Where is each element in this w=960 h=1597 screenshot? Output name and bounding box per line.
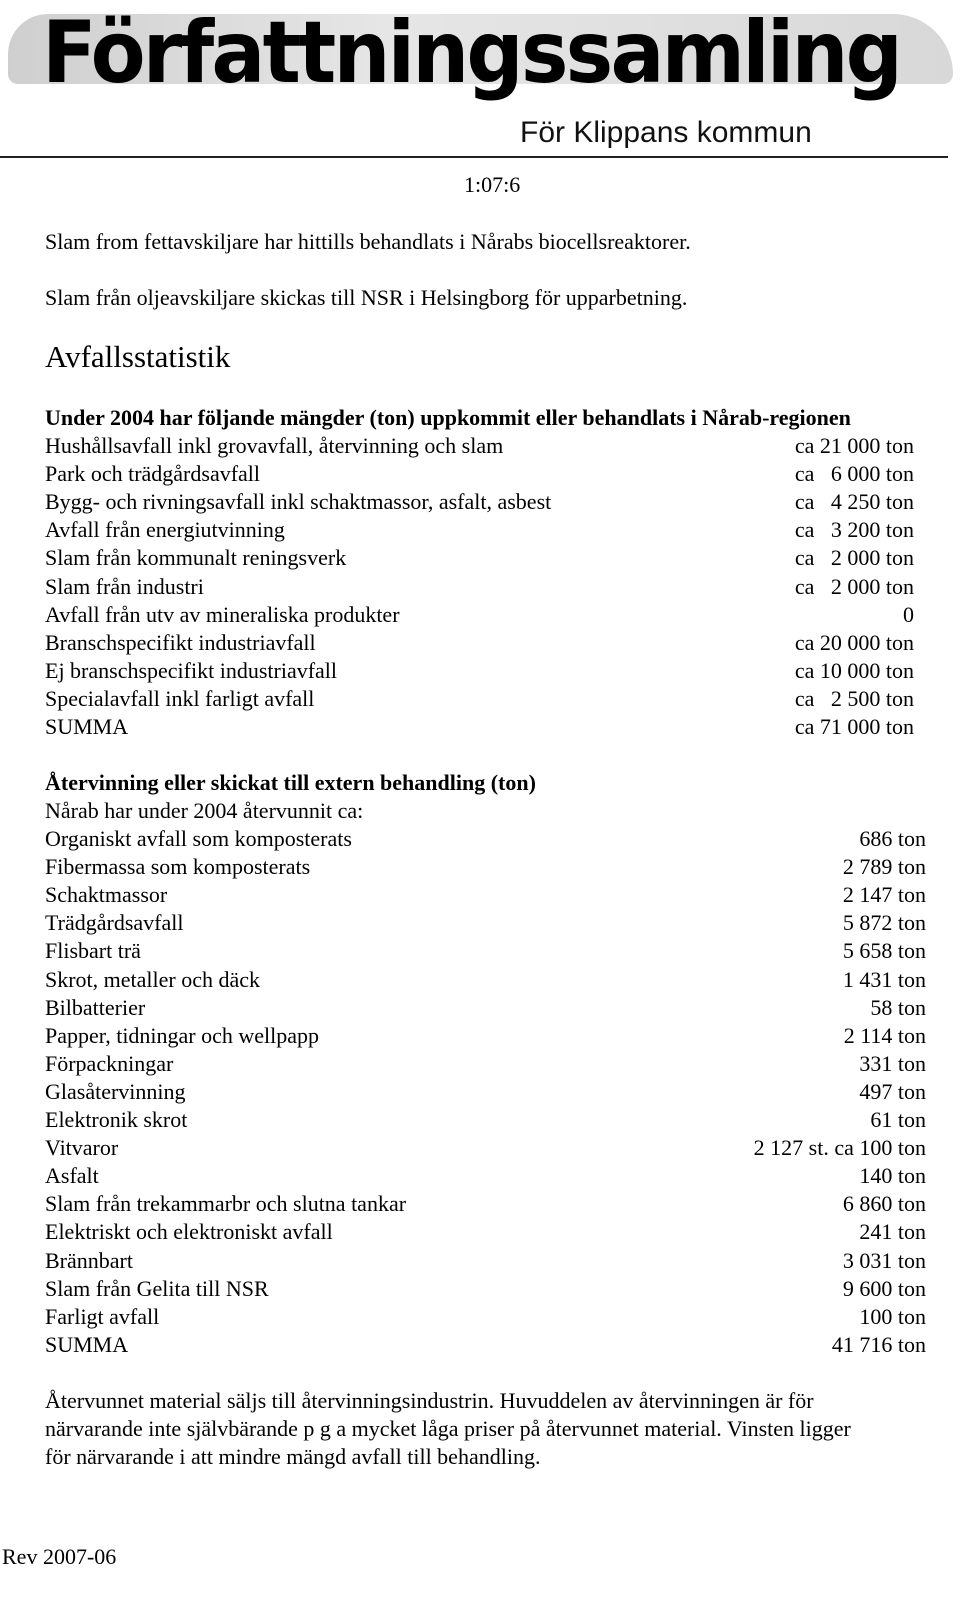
table-row-label: Slam från trekammarbr och slutna tankar xyxy=(45,1191,407,1217)
table-row-value: 9 600 ton xyxy=(842,1275,926,1301)
table-row-value: 61 ton xyxy=(870,1107,926,1132)
section2-title: Återvinning eller skickat till extern behandling (ton) xyxy=(45,770,536,795)
table-row-label: Slam från kommunalt reningsverk xyxy=(45,545,347,571)
closing-line-1: Återvunnet material säljs till återvinningsindustrin. Huvuddelen av återvinningen är för xyxy=(45,1388,814,1413)
table-row-label: Avfall från energiutvinning xyxy=(45,517,285,543)
table-row-value: ca 2 000 ton xyxy=(794,573,914,599)
closing-line-2: närvarande inte självbärande p g a mycket låga priser på återvunnet material. Vinsten ligger xyxy=(45,1416,851,1441)
table-row-value: 6 860 ton xyxy=(842,1191,926,1217)
header-rule xyxy=(0,156,948,158)
table-row-label: Schaktmassor xyxy=(45,882,168,908)
table-row-label: SUMMA xyxy=(45,714,129,739)
table-row-label: Branschspecifikt industriavfall xyxy=(45,629,316,655)
table-row-label: Avfall från utv av mineraliska produkter xyxy=(45,601,400,627)
table-row-value: ca 21 000 ton xyxy=(794,433,914,458)
table-row-label: Bygg- och rivningsavfall inkl schaktmassor, asfalt, asbest xyxy=(45,489,552,515)
table-row-label: Förpackningar xyxy=(45,1050,174,1076)
table-row-label: Ej branschspecifikt industriavfall xyxy=(45,657,338,683)
intro-line-2: Slam från oljeavskiljare skickas till NSR i Helsingborg för upparbetning. xyxy=(45,285,688,310)
table-row-value: 3 031 ton xyxy=(842,1247,926,1273)
table-row-value: ca 6 000 ton xyxy=(794,461,914,487)
table-row-value: ca 71 000 ton xyxy=(794,714,914,739)
table-row-value: 2 789 ton xyxy=(842,854,926,880)
table-row-value: ca 20 000 ton xyxy=(794,629,914,655)
table-row-label: Elektriskt och elektroniskt avfall xyxy=(45,1219,333,1245)
page-code: 1:07:6 xyxy=(464,172,521,197)
table-row-label: Slam från Gelita till NSR xyxy=(45,1275,269,1301)
table-row-label: Specialavfall inkl farligt avfall xyxy=(45,685,315,711)
page-heading: Avfallsstatistik xyxy=(45,339,231,374)
table-row-label: Skrot, metaller och däck xyxy=(45,966,261,992)
table-row-value: ca 10 000 ton xyxy=(794,657,914,683)
table-row-value: 58 ton xyxy=(870,994,926,1020)
section2-subtitle: Nårab har under 2004 återvunnit ca: xyxy=(45,798,364,823)
table-row-label: Trädgårdsavfall xyxy=(45,910,184,936)
table-row-label: Park och trädgårdsavfall xyxy=(45,461,261,487)
table-row-label: Papper, tidningar och wellpapp xyxy=(45,1022,320,1048)
table-row-value: 331 ton xyxy=(859,1050,926,1076)
table-row-label: Asfalt xyxy=(45,1163,99,1189)
section1-title: Under 2004 har följande mängder (ton) uppkommit eller behandlats i Nårab-regionen xyxy=(45,405,851,430)
table-row-value: 2 127 st. ca 100 ton xyxy=(753,1135,926,1161)
table-row-label: Glasåtervinning xyxy=(45,1078,186,1104)
intro-line-1: Slam from fettavskiljare har hittills behandlats i Nårabs biocellsreaktorer. xyxy=(45,229,691,254)
table-row-value: ca 2 500 ton xyxy=(794,685,914,711)
table-row-value: 497 ton xyxy=(859,1078,926,1104)
table-row-label: SUMMA xyxy=(45,1331,129,1357)
closing-line-3: för närvarande i att mindre mängd avfall till behandling. xyxy=(45,1444,541,1469)
table-row-label: Slam från industri xyxy=(45,573,204,599)
table-row-value: 2 114 ton xyxy=(843,1022,926,1048)
table-row-label: Farligt avfall xyxy=(45,1303,160,1329)
table-row-value: 0 xyxy=(903,601,914,627)
logo-title: Författningssamling xyxy=(42,3,901,103)
table-row-value: ca 3 200 ton xyxy=(794,517,914,543)
table-row-label: Bilbatterier xyxy=(45,994,146,1020)
table-row-label: Hushållsavfall inkl grovavfall, återvinning och slam xyxy=(45,433,504,458)
table-row-label: Vitvaror xyxy=(45,1135,119,1161)
table-row-value: ca 4 250 ton xyxy=(794,489,914,515)
table-row-label: Organiskt avfall som komposterats xyxy=(45,826,352,851)
table-row-label: Flisbart trä xyxy=(45,938,141,964)
table-row-label: Brännbart xyxy=(45,1247,133,1273)
table-row-value: 41 716 ton xyxy=(831,1331,926,1357)
table-row-value: 241 ton xyxy=(859,1219,926,1245)
table-row-value: 2 147 ton xyxy=(842,882,926,908)
table-row-label: Fibermassa som komposterats xyxy=(45,854,311,880)
table-row-label: Elektronik skrot xyxy=(45,1107,188,1132)
table-row-value: ca 2 000 ton xyxy=(794,545,914,571)
table-row-value: 5 658 ton xyxy=(842,938,926,964)
table-row-value: 1 431 ton xyxy=(842,966,926,992)
table-row-value: 100 ton xyxy=(859,1303,926,1329)
document-logo xyxy=(0,0,960,158)
table-row-value: 140 ton xyxy=(859,1163,926,1189)
revision-footer: Rev 2007-06 xyxy=(2,1544,117,1569)
logo-subtitle: För Klippans kommun xyxy=(520,116,812,149)
table-row-value: 686 ton xyxy=(859,826,926,851)
table-row-value: 5 872 ton xyxy=(842,910,926,936)
